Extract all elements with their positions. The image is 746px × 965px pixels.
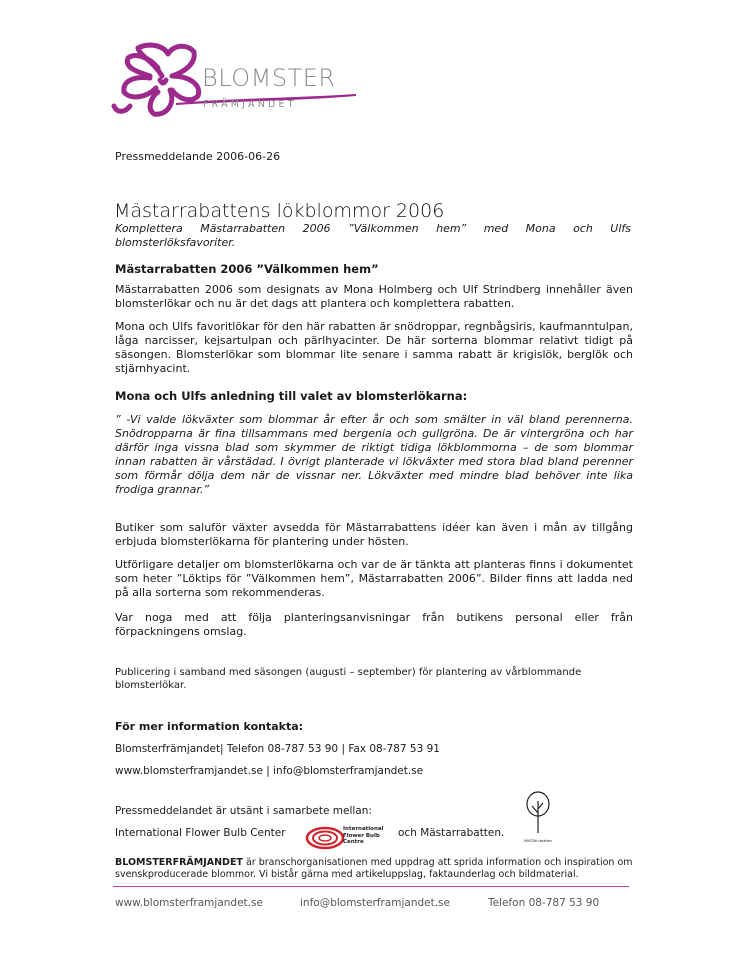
lead-paragraph: Komplettera Mästarrabatten 2006 ”Välkommen hem” med Mona och Ulfs blomsterlöksfavoriter. xyxy=(115,222,631,249)
ifbc-swirl-icon xyxy=(305,826,345,850)
ifbc-logo xyxy=(305,826,395,850)
footer-divider xyxy=(113,886,629,887)
section1-paragraph-2: Mona och Ulfs favoritlökar för den här rabatten är snödroppar, regnbågsiris, kaufmanntulpan, låga narcisser, kejsartulpan och pärlhyacinter. De här sorterna blommar relativt tidigt på säsongen. Blomsterlökar som blommar lite senare i samma rabatt är krigislök, berglök och stjärnhyacint. xyxy=(115,320,633,375)
about-organisation xyxy=(115,857,635,881)
contact-line-web[interactable]: www.blomsterframjandet.se | info@blomsterframjandet.se xyxy=(115,765,424,777)
page-title: Mästarrabattens lökblommor 2006 xyxy=(114,200,445,222)
quote-paragraph: ” -Vi valde lökväxter som blommar år efter år och som smälter in väl bland perennerna. Snödropparna är fina tillsammans med bergenia och gullgröna. De är vintergröna och har därför inga vissna blad som skymmer de riktigt tidiga lökblommorna – de som blommar innan rabatten är vårstädad. I övrigt planterade vi lökväxter med stora blad bland perenner som förmår dölja dem när de vissnar ner. Lökväxter med mindre blad behöver inte lika frodiga grannar.” xyxy=(115,413,633,496)
ifbc-logo-line1: International xyxy=(343,826,384,832)
ifbc-logo-line3: Centre xyxy=(343,839,364,845)
footer-phone: Telefon 08-787 53 90 xyxy=(488,897,600,909)
about-text: är branschorganisationen med uppdrag att sprida information och inspiration om svenskproducerade blommor. Vi bistår gärna med artikeluppslag, faktaunderlag och bildmaterial. xyxy=(115,857,633,880)
section2-paragraph-4: Utförligare detaljer om blomsterlökarna och var de är tänkta att planteras finns i dokumentet som heter ”Löktips för ”Välkommen hem”, Mästarrabatten 2006”. Bilder finns att ladda ned på alla sorterna som rekommenderas. xyxy=(115,558,633,599)
partner-mastarrabatten: och Mästarrabatten. xyxy=(398,827,505,839)
cooperation-intro: Pressmeddelandet är utsänt i samarbete mellan: xyxy=(115,805,372,817)
footer-email-link[interactable]: info@blomsterframjandet.se xyxy=(300,897,450,909)
about-org-name: BLOMSTERFRÄMJANDET xyxy=(115,857,243,868)
section2-paragraph-5: Var noga med att följa planteringsanvisningar från butikens personal eller från förpackningens omslag. xyxy=(115,611,633,638)
publishing-note: Publicering i samband med säsongen (augusti – september) för plantering av vårblommande blomsterlökar. xyxy=(115,667,582,691)
press-dateline: Pressmeddelande 2006-06-26 xyxy=(115,150,281,163)
footer-website-link[interactable]: www.blomsterframjandet.se xyxy=(115,897,263,909)
contact-line-phone: Blomsterfrämjandet| Telefon 08-787 53 90 | Fax 08-787 53 91 xyxy=(115,743,440,755)
section1-heading: Mästarrabatten 2006 ”Välkommen hem” xyxy=(115,262,379,276)
section2-paragraph-3: Butiker som saluför växter avsedda för Mästarrabattens idéer kan även i mån av tillgång erbjuda blomsterlökarna för plantering under hösten. xyxy=(115,521,633,548)
blomster-flower-logo-icon xyxy=(110,40,210,120)
ifbc-logo-line2: Flower Bulb xyxy=(343,832,380,839)
tree-caption: MÄSTAR rabatten xyxy=(524,839,552,843)
mastarrabatten-tree-logo-icon xyxy=(524,789,552,847)
section1-paragraph-1: Mästarrabatten 2006 som designats av Mona Holmberg och Ulf Strindberg innehåller även blomsterlökar och nu är det dags att plantera och komplettera rabatten. xyxy=(115,283,633,310)
partner-ifbc: International Flower Bulb Center xyxy=(115,827,286,839)
logo-wordmark: BLOMSTER xyxy=(202,64,336,92)
logo-subtitle: FRÄMJANDET xyxy=(203,99,297,110)
section2-heading: Mona och Ulfs anledning till valet av blomsterlökarna: xyxy=(115,389,468,403)
contact-heading: För mer information kontakta: xyxy=(115,720,304,733)
